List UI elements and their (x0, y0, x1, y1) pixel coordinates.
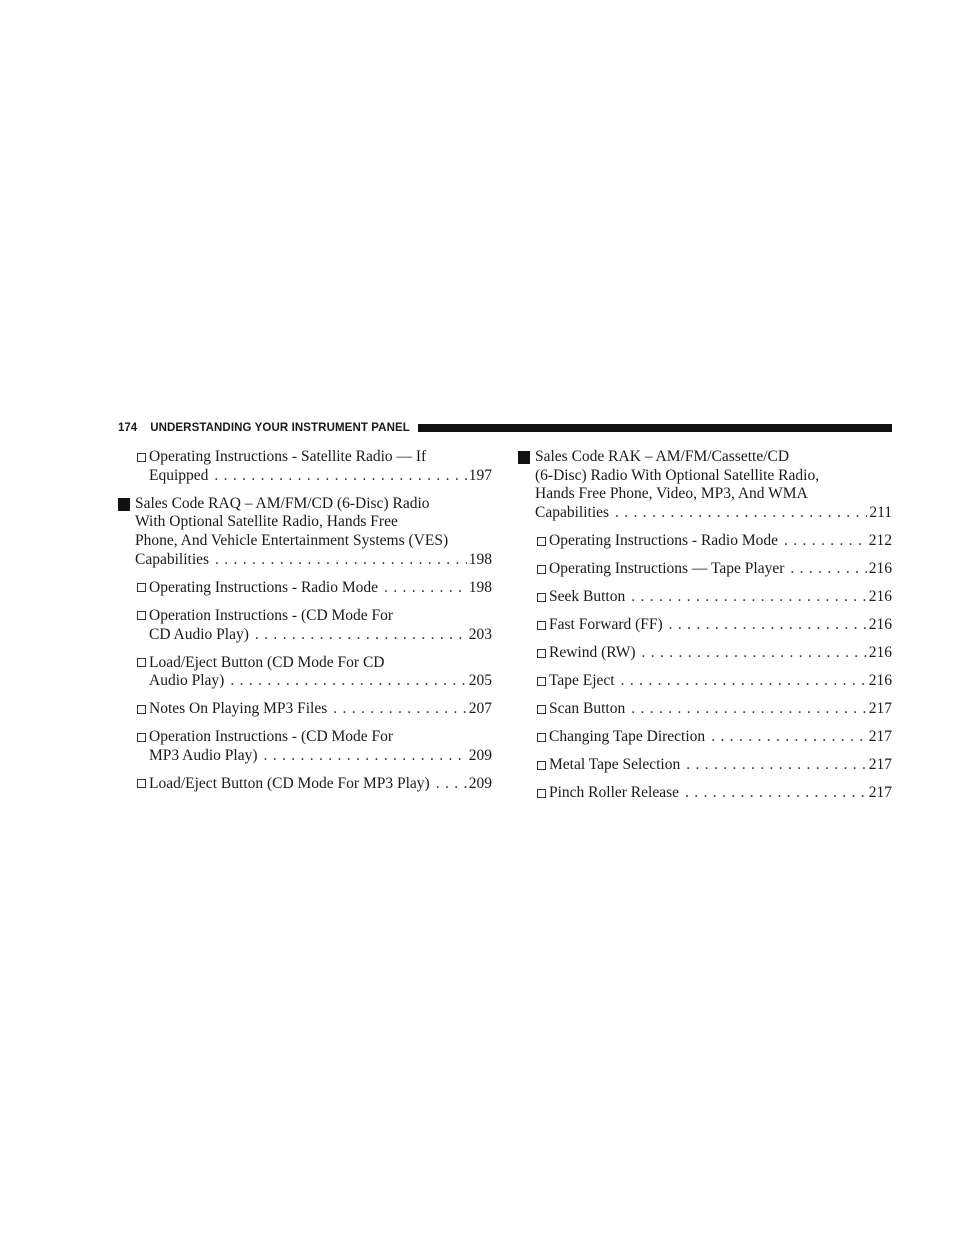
dot-leader (436, 775, 467, 794)
toc-entry-text: Equipped (149, 466, 209, 484)
hollow-square-bullet-icon (137, 705, 146, 714)
toc-sub-entry (518, 616, 892, 635)
toc-page-number: 217 (868, 756, 892, 774)
filled-square-bullet-icon (118, 498, 130, 511)
toc-left-column (118, 448, 492, 794)
hollow-square-bullet-icon (137, 779, 146, 788)
hollow-square-bullet-icon (137, 658, 146, 667)
toc-page-number: 205 (468, 672, 492, 690)
toc-page-number: 217 (868, 700, 892, 718)
toc-entry-text: Sales Code RAK – AM/FM/Cassette/CD (535, 448, 790, 465)
toc-entry-text: Hands Free Phone, Video, MP3, And WMA (535, 485, 808, 503)
filled-square-bullet-icon (518, 451, 530, 464)
toc-entry-text: Scan Button (549, 700, 626, 718)
hollow-square-bullet-icon (537, 621, 546, 630)
toc-sub-entry (118, 607, 492, 644)
hollow-square-bullet-icon (137, 733, 146, 742)
hollow-square-bullet-icon (137, 583, 146, 592)
dot-leader (631, 700, 867, 719)
toc-page-number: 198 (468, 550, 492, 568)
toc-page-number: 203 (468, 625, 492, 643)
toc-sub-entry (518, 728, 892, 747)
hollow-square-bullet-icon (537, 565, 546, 574)
toc-sub-entry (118, 700, 492, 719)
toc-page-number: 216 (868, 588, 892, 606)
hollow-square-bullet-icon (537, 593, 546, 602)
hollow-square-bullet-icon (537, 677, 546, 686)
toc-entry-text: MP3 Audio Play) (149, 746, 258, 764)
dot-leader (333, 700, 466, 719)
toc-page-number: 216 (868, 644, 892, 662)
hollow-square-bullet-icon (537, 705, 546, 714)
toc-entry-text: Operating Instructions - Satellite Radio — If (149, 448, 427, 465)
dot-leader (384, 579, 467, 598)
toc-sub-entry (518, 756, 892, 775)
hollow-square-bullet-icon (137, 453, 146, 462)
toc-entry-text: Phone, And Vehicle Entertainment Systems (VES) (135, 532, 449, 550)
toc-entry-text: Capabilities (535, 504, 610, 522)
dot-leader (214, 467, 466, 486)
hollow-square-bullet-icon (537, 789, 546, 798)
toc-sub-entry (118, 654, 492, 691)
toc-entry-text: Rewind (RW) (549, 644, 636, 662)
toc-page-number: 212 (868, 532, 892, 550)
toc-entry-text: Metal Tape Selection (549, 756, 681, 774)
toc-page-number: 198 (468, 578, 492, 596)
dot-leader (686, 756, 867, 775)
toc-entry-text: Audio Play) (149, 672, 225, 690)
toc-sub-entry (118, 775, 492, 794)
dot-leader (264, 747, 467, 766)
toc-sub-entry (118, 728, 492, 765)
toc-entry-text: CD Audio Play) (149, 625, 249, 643)
toc-entry-text: Operating Instructions - Radio Mode (549, 532, 779, 550)
toc-page-number: 216 (868, 616, 892, 634)
toc-entry-text: Capabilities (135, 550, 210, 568)
toc-entry-text: Notes On Playing MP3 Files (149, 700, 328, 718)
toc-sub-entry (518, 700, 892, 719)
page-number: 174 (118, 422, 138, 434)
hollow-square-bullet-icon (137, 611, 146, 620)
toc-entry-text: Operating Instructions - Radio Mode (149, 578, 379, 596)
toc-sub-entry (518, 672, 892, 691)
dot-leader (230, 672, 466, 691)
dot-leader (642, 644, 867, 663)
toc-entry-text: Sales Code RAQ – AM/FM/CD (6-Disc) Radio (135, 494, 430, 512)
toc-entry-text: Operating Instructions — Tape Player (549, 560, 785, 578)
toc-entry-text: Operation Instructions - (CD Mode For (149, 728, 394, 746)
dot-leader (685, 784, 867, 803)
dot-leader (631, 588, 867, 607)
toc-major-entry (518, 448, 892, 523)
toc-entry-text: Load/Eject Button (CD Mode For CD (149, 653, 385, 671)
toc-sub-entry (518, 532, 892, 551)
toc-entry-text: Changing Tape Direction (549, 728, 706, 746)
toc-page-number: 209 (468, 774, 492, 792)
toc-sub-entry (518, 644, 892, 663)
toc-entry-text: Load/Eject Button (CD Mode For MP3 Play) (149, 774, 430, 792)
toc-sub-entry (518, 560, 892, 579)
toc-entry-text: (6-Disc) Radio With Optional Satellite Radio, (535, 466, 820, 484)
toc-page-number: 211 (869, 504, 892, 522)
toc-entry-text: Seek Button (549, 588, 626, 606)
hollow-square-bullet-icon (537, 733, 546, 742)
dot-leader (669, 616, 867, 635)
toc-entry-text: Pinch Roller Release (549, 784, 679, 802)
toc-entry-text: Operation Instructions - (CD Mode For (149, 606, 394, 624)
toc-sub-entry (118, 579, 492, 598)
header-rule (418, 424, 892, 432)
toc-sub-entry (518, 588, 892, 607)
toc-major-entry (118, 495, 492, 570)
dot-leader (255, 626, 467, 645)
section-title: UNDERSTANDING YOUR INSTRUMENT PANEL (150, 422, 410, 434)
hollow-square-bullet-icon (537, 649, 546, 658)
dot-leader (215, 551, 467, 570)
dot-leader (784, 532, 867, 551)
dot-leader (711, 728, 867, 747)
dot-leader (621, 672, 867, 691)
toc-right-column (518, 448, 892, 803)
toc-page-number: 207 (468, 700, 492, 718)
dot-leader (790, 560, 866, 579)
toc-page-number: 216 (868, 560, 892, 578)
toc-page-number: 216 (868, 672, 892, 690)
toc-page-number: 209 (468, 746, 492, 764)
toc-page-number: 217 (868, 784, 892, 802)
hollow-square-bullet-icon (537, 537, 546, 546)
toc-entry-text: Tape Eject (549, 672, 615, 690)
hollow-square-bullet-icon (537, 761, 546, 770)
toc-entry-text: Fast Forward (FF) (549, 616, 663, 634)
dot-leader (615, 504, 867, 523)
toc-page-number: 217 (868, 728, 892, 746)
toc-sub-entry (518, 784, 892, 803)
toc-entry-text: With Optional Satellite Radio, Hands Free (135, 513, 398, 531)
toc-sub-entry (118, 448, 492, 485)
toc-page-number: 197 (468, 466, 492, 484)
page-header (118, 419, 892, 437)
